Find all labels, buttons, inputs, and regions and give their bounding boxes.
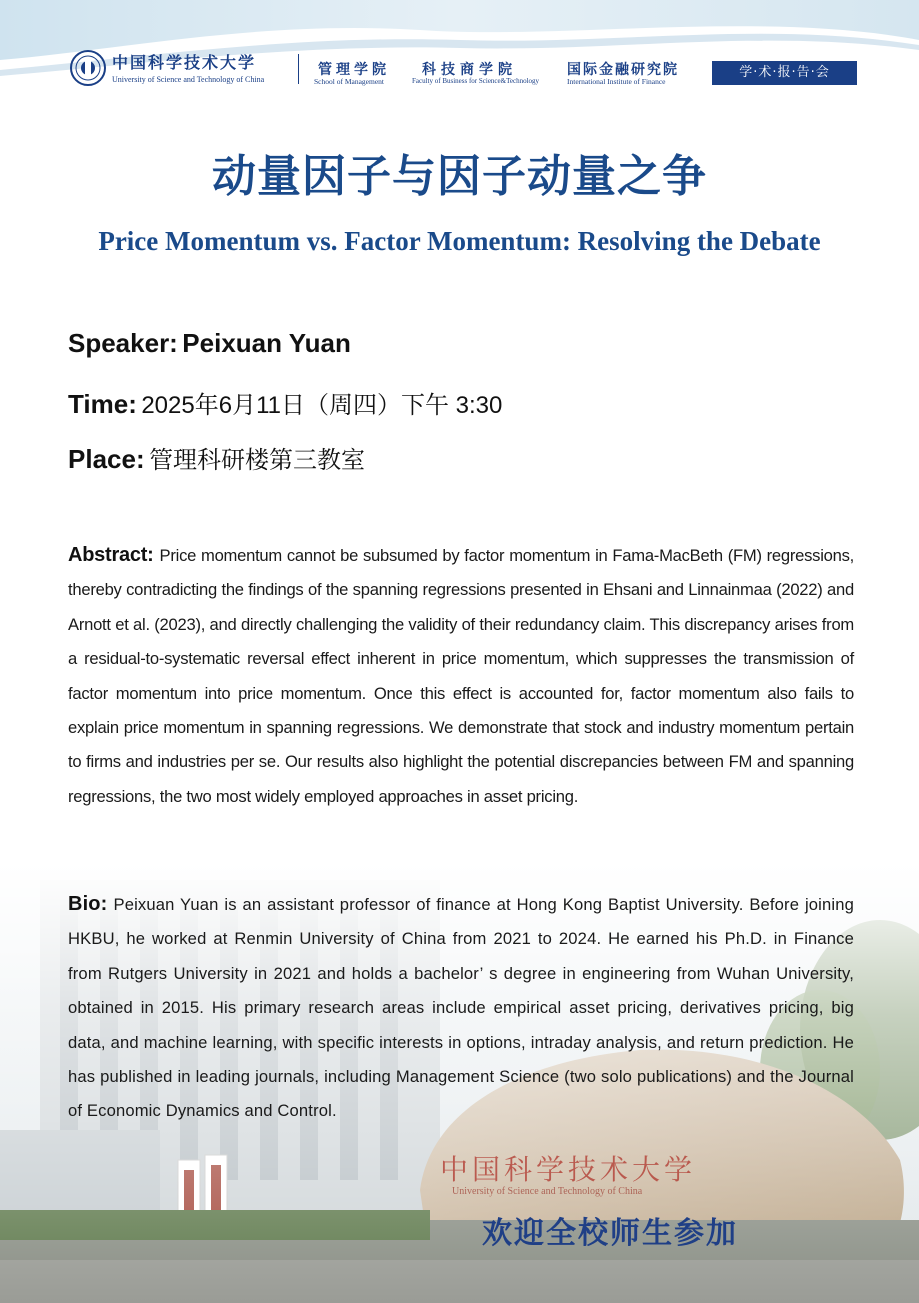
place-label: Place: (68, 444, 145, 474)
bio-label: Bio: (68, 893, 108, 915)
place-line (68, 440, 365, 475)
abstract-label: Abstract: (68, 544, 154, 566)
rock-inscription: 中国科学技术大学 (440, 1153, 697, 1186)
time-label: Time: (68, 389, 137, 419)
school-name-en: School of Management (314, 77, 384, 86)
ustc-seal-icon (70, 50, 106, 86)
rock-inscription-en: University of Science and Technology of China (452, 1186, 643, 1197)
abstract-section (68, 538, 854, 814)
university-name-cn: 中国科学技术大学 (112, 53, 257, 72)
speaker-label: Speaker: (68, 328, 178, 358)
university-name-en: University of Science and Technology of China (112, 75, 265, 84)
bio-section (68, 887, 854, 1129)
school-name-cn: 管理学院 (318, 62, 390, 78)
faculty-name-en: Faculty of Business for Science&Technology (412, 77, 540, 85)
header-divider (298, 54, 299, 84)
place-value: 管理科研楼第三教室 (149, 447, 366, 474)
institute-name-en: International Institute of Finance (567, 77, 666, 86)
speaker-line (68, 328, 351, 359)
institute-name-cn: 国际金融研究院 (567, 62, 679, 78)
welcome-text: 欢迎全校师生参加 (482, 1216, 738, 1251)
faculty-name-cn: 科技商学院 (422, 62, 517, 78)
time-line (68, 385, 502, 420)
abstract-text: Price momentum cannot be subsumed by factor momentum in Fama-MacBeth (FM) regressions, thereby contradicting the findings of the spanning regressions presented in Ehsani and Linnainmaa (2022) and Arnott et al. (2023), and directly challenging the validity of their redundancy claim. This discrepancy arises from a residual-to-systematic reversal effect inherent in price momentum, which suppresses the transmission of factor momentum into price momentum. Once this effect is accounted for, factor momentum also fails to explain price momentum in spanning regressions. We demonstrate that stock and industry momentum pertain to firms and industries per se. Our results also highlight the potential discrepancies between FM and spanning regressions, the two most widely employed approaches in asset pricing. (68, 546, 854, 806)
bio-text: Peixuan Yuan is an assistant professor of finance at Hong Kong Baptist University. Before joining HKBU, he worked at Renmin University of China from 2021 to 2024. He earned his Ph.D. in Finance from Rutgers University in 2021 and holds a bachelor’ s degree in engineering from Wuhan University, obtained in 2015. His primary research areas include empirical asset pricing, derivatives pricing, big data, and machine learning, with specific interests in options, intraday analysis, and return prediction. He has published in leading journals, including Management Science (two solo publications) and the Journal of Economic Dynamics and Control. (68, 895, 854, 1121)
time-value: 2025年6月11日（周四）下午 3:30 (141, 392, 503, 419)
title-chinese: 动量因子与因子动量之争 (212, 151, 707, 202)
seminar-badge: 学·术·报·告·会 (712, 61, 857, 85)
title-english: Price Momentum vs. Factor Momentum: Resolving the Debate (98, 226, 821, 256)
speaker-name: Peixuan Yuan (182, 328, 351, 358)
